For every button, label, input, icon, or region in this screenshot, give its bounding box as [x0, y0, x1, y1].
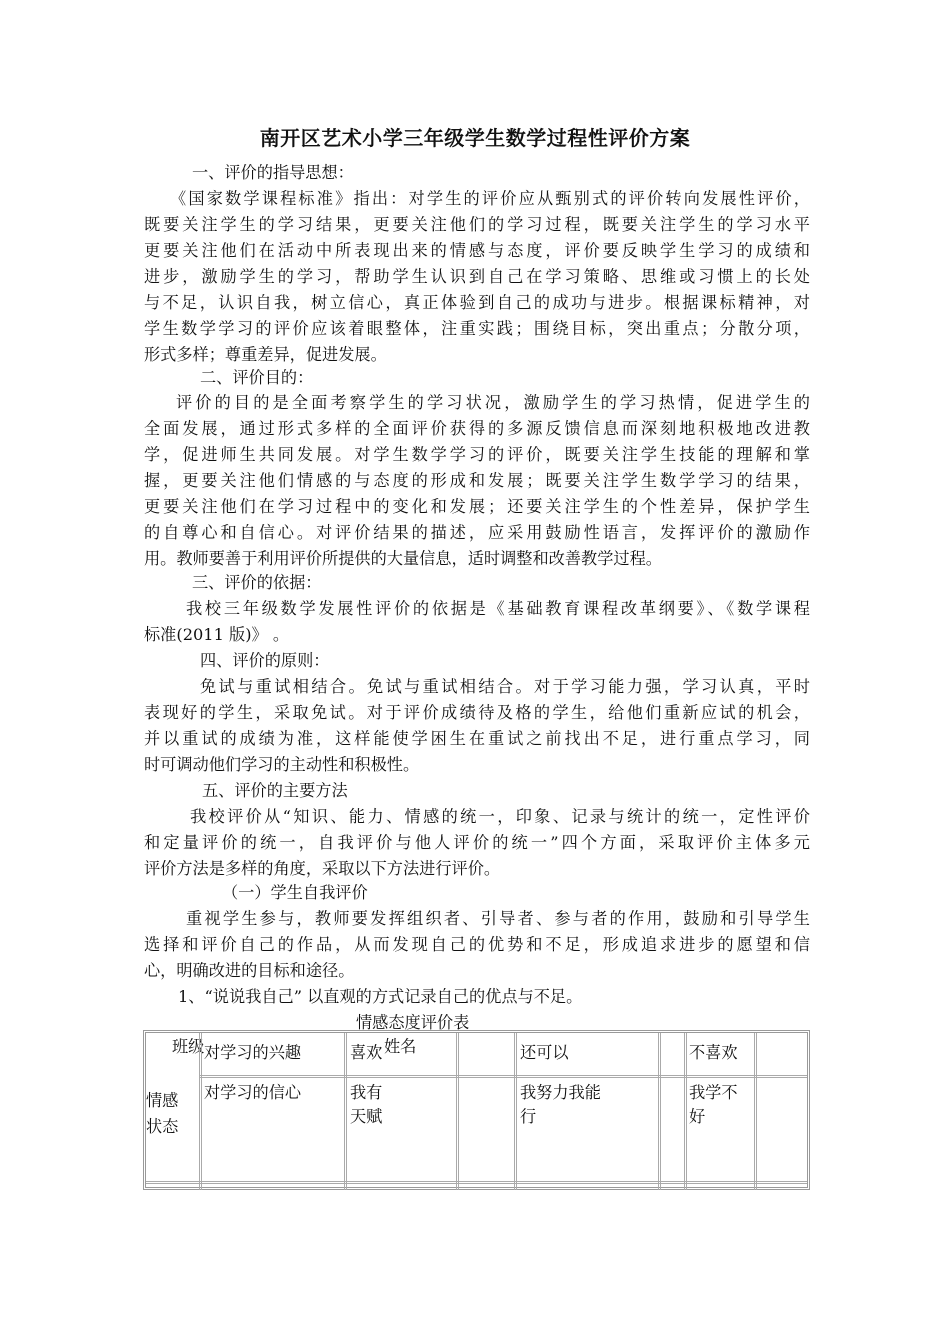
name-label: 姓名 — [384, 1037, 417, 1056]
subsection-heading: （一）学生自我评价 — [222, 883, 368, 902]
row-label: 对学习的兴趣 — [204, 1043, 302, 1062]
option-cell: 我学不 — [689, 1083, 738, 1102]
row-label: 对学习的信心 — [204, 1083, 302, 1102]
paragraph-line: 表现好的学生，采取免试。对于评价成绩待及格的学生，给他们重新应试的机会， — [144, 703, 810, 722]
paragraph-line: 时可调动他们学习的主动性和积极性。 — [144, 755, 420, 774]
option-cell: 还可以 — [520, 1043, 569, 1062]
table-divider — [344, 1033, 347, 1190]
paragraph-line: 既要关注学生的学习结果，更要关注他们的学习过程，既要关注学生的学习水平 — [144, 215, 810, 234]
paragraph-line: 全面发展，通过形式多样的全面评价获得的多源反馈信息而深刻地积极地改进教 — [144, 419, 810, 438]
paragraph-line: 评价方法是多样的角度，采取以下方法进行评价。 — [144, 859, 501, 878]
paragraph-line: 标准(2011 版)》 。 — [144, 625, 290, 644]
table-divider — [199, 1075, 807, 1078]
paragraph-line: 免试与重试相结合。免试与重试相结合。对于学习能力强，学习认真，平时 — [200, 677, 810, 696]
paragraph-line: 选择和评价自己的作品，从而发现自己的优势和不足，形成追求进步的愿望和信 — [144, 935, 810, 954]
paragraph-line: 形式多样；尊重差异，促进发展。 — [144, 345, 387, 364]
option-cell: 我努力我能 — [520, 1083, 601, 1102]
paragraph-line: 我校评价从“知识、能力、情感的统一，印象、记录与统计的统一，定性评价 — [190, 807, 810, 826]
paragraph-line: 用。教师要善于利用评价所提供的大量信息，适时调整和改善教学过程。 — [144, 549, 662, 568]
paragraph-line: 进步，激励学生的学习，帮助学生认识到自己在学习策略、思维或习惯上的长处 — [144, 267, 810, 286]
table-divider — [754, 1033, 757, 1190]
evaluation-table — [143, 1030, 810, 1190]
paragraph-line: 与不足，认识自我，树立信心，真正体验到自己的成功与进步。根据课标精神，对 — [144, 293, 810, 312]
section-heading: 二、评价目的： — [200, 368, 314, 387]
paragraph-line: 更要关注他们在学习过程中的变化和发展；还要关注学生的个性差异，保护学生 — [144, 497, 810, 516]
paragraph-line: 并以重试的成绩为准，这样能使学困生在重试之前找出不足，进行重点学习，同 — [144, 729, 810, 748]
option-cell: 不喜欢 — [689, 1043, 738, 1062]
paragraph-line: 评价的目的是全面考察学生的学习状况，激励学生的学习热情，促进学生的 — [176, 393, 810, 412]
table-title: 情感态度评价表 — [356, 1013, 470, 1032]
table-divider — [456, 1033, 459, 1190]
section-heading: 一、评价的指导思想： — [192, 163, 354, 182]
table-divider — [658, 1033, 661, 1190]
class-label: 班级 — [172, 1037, 205, 1056]
table-divider — [684, 1033, 687, 1190]
section-heading: 五、评价的主要方法 — [202, 781, 348, 800]
paragraph-line: 《国家数学课程标准》指出：对学生的评价应从甄别式的评价转向发展性评价， — [170, 189, 810, 208]
category-label: 情感 — [146, 1091, 179, 1110]
paragraph-line: 学生数学学习的评价应该着眼整体，注重实践；围绕目标，突出重点；分散分项， — [144, 319, 810, 338]
page-title: 南开区艺术小学三年级学生数学过程性评价方案 — [259, 126, 691, 150]
section-heading: 四、评价的原则： — [200, 651, 330, 670]
paragraph-line: 的自尊心和自信心。对评价结果的描述，应采用鼓励性语言，发挥评价的激励作 — [144, 523, 810, 542]
option-cell: 我有 — [350, 1083, 383, 1102]
table-divider — [146, 1181, 807, 1184]
paragraph-line: 握，更要关注他们情感的与态度的形成和发展；既要关注学生数学学习的结果， — [144, 471, 810, 490]
paragraph-line: 心，明确改进的目标和途径。 — [144, 961, 355, 980]
paragraph-line: 和定量评价的统一，自我评价与他人评价的统一”四个方面，采取评价主体多元 — [144, 833, 810, 852]
option-cell: 好 — [689, 1107, 706, 1126]
paragraph-line: 学，促进师生共同发展。对学生数学学习的评价，既要关注学生技能的理解和掌 — [144, 445, 810, 464]
category-label: 状态 — [146, 1117, 179, 1136]
paragraph-line: 更要关注他们在活动中所表现出来的情感与态度，评价要反映学生学习的成绩和 — [144, 241, 810, 260]
option-cell: 喜欢 — [350, 1043, 383, 1062]
option-cell: 天赋 — [350, 1107, 383, 1126]
table-divider — [514, 1033, 517, 1190]
table-divider — [199, 1033, 202, 1190]
section-heading: 三、评价的依据： — [192, 573, 322, 592]
paragraph-line: 重视学生参与，教师要发挥组织者、引导者、参与者的作用，鼓励和引导学生 — [186, 909, 810, 928]
paragraph-line: 我校三年级数学发展性评价的依据是《基础教育课程改革纲要》、《数学课程 — [186, 599, 810, 618]
option-cell: 行 — [520, 1107, 537, 1126]
list-item: 1、“说说我自己” 以直观的方式记录自己的优点与不足。 — [178, 987, 583, 1006]
